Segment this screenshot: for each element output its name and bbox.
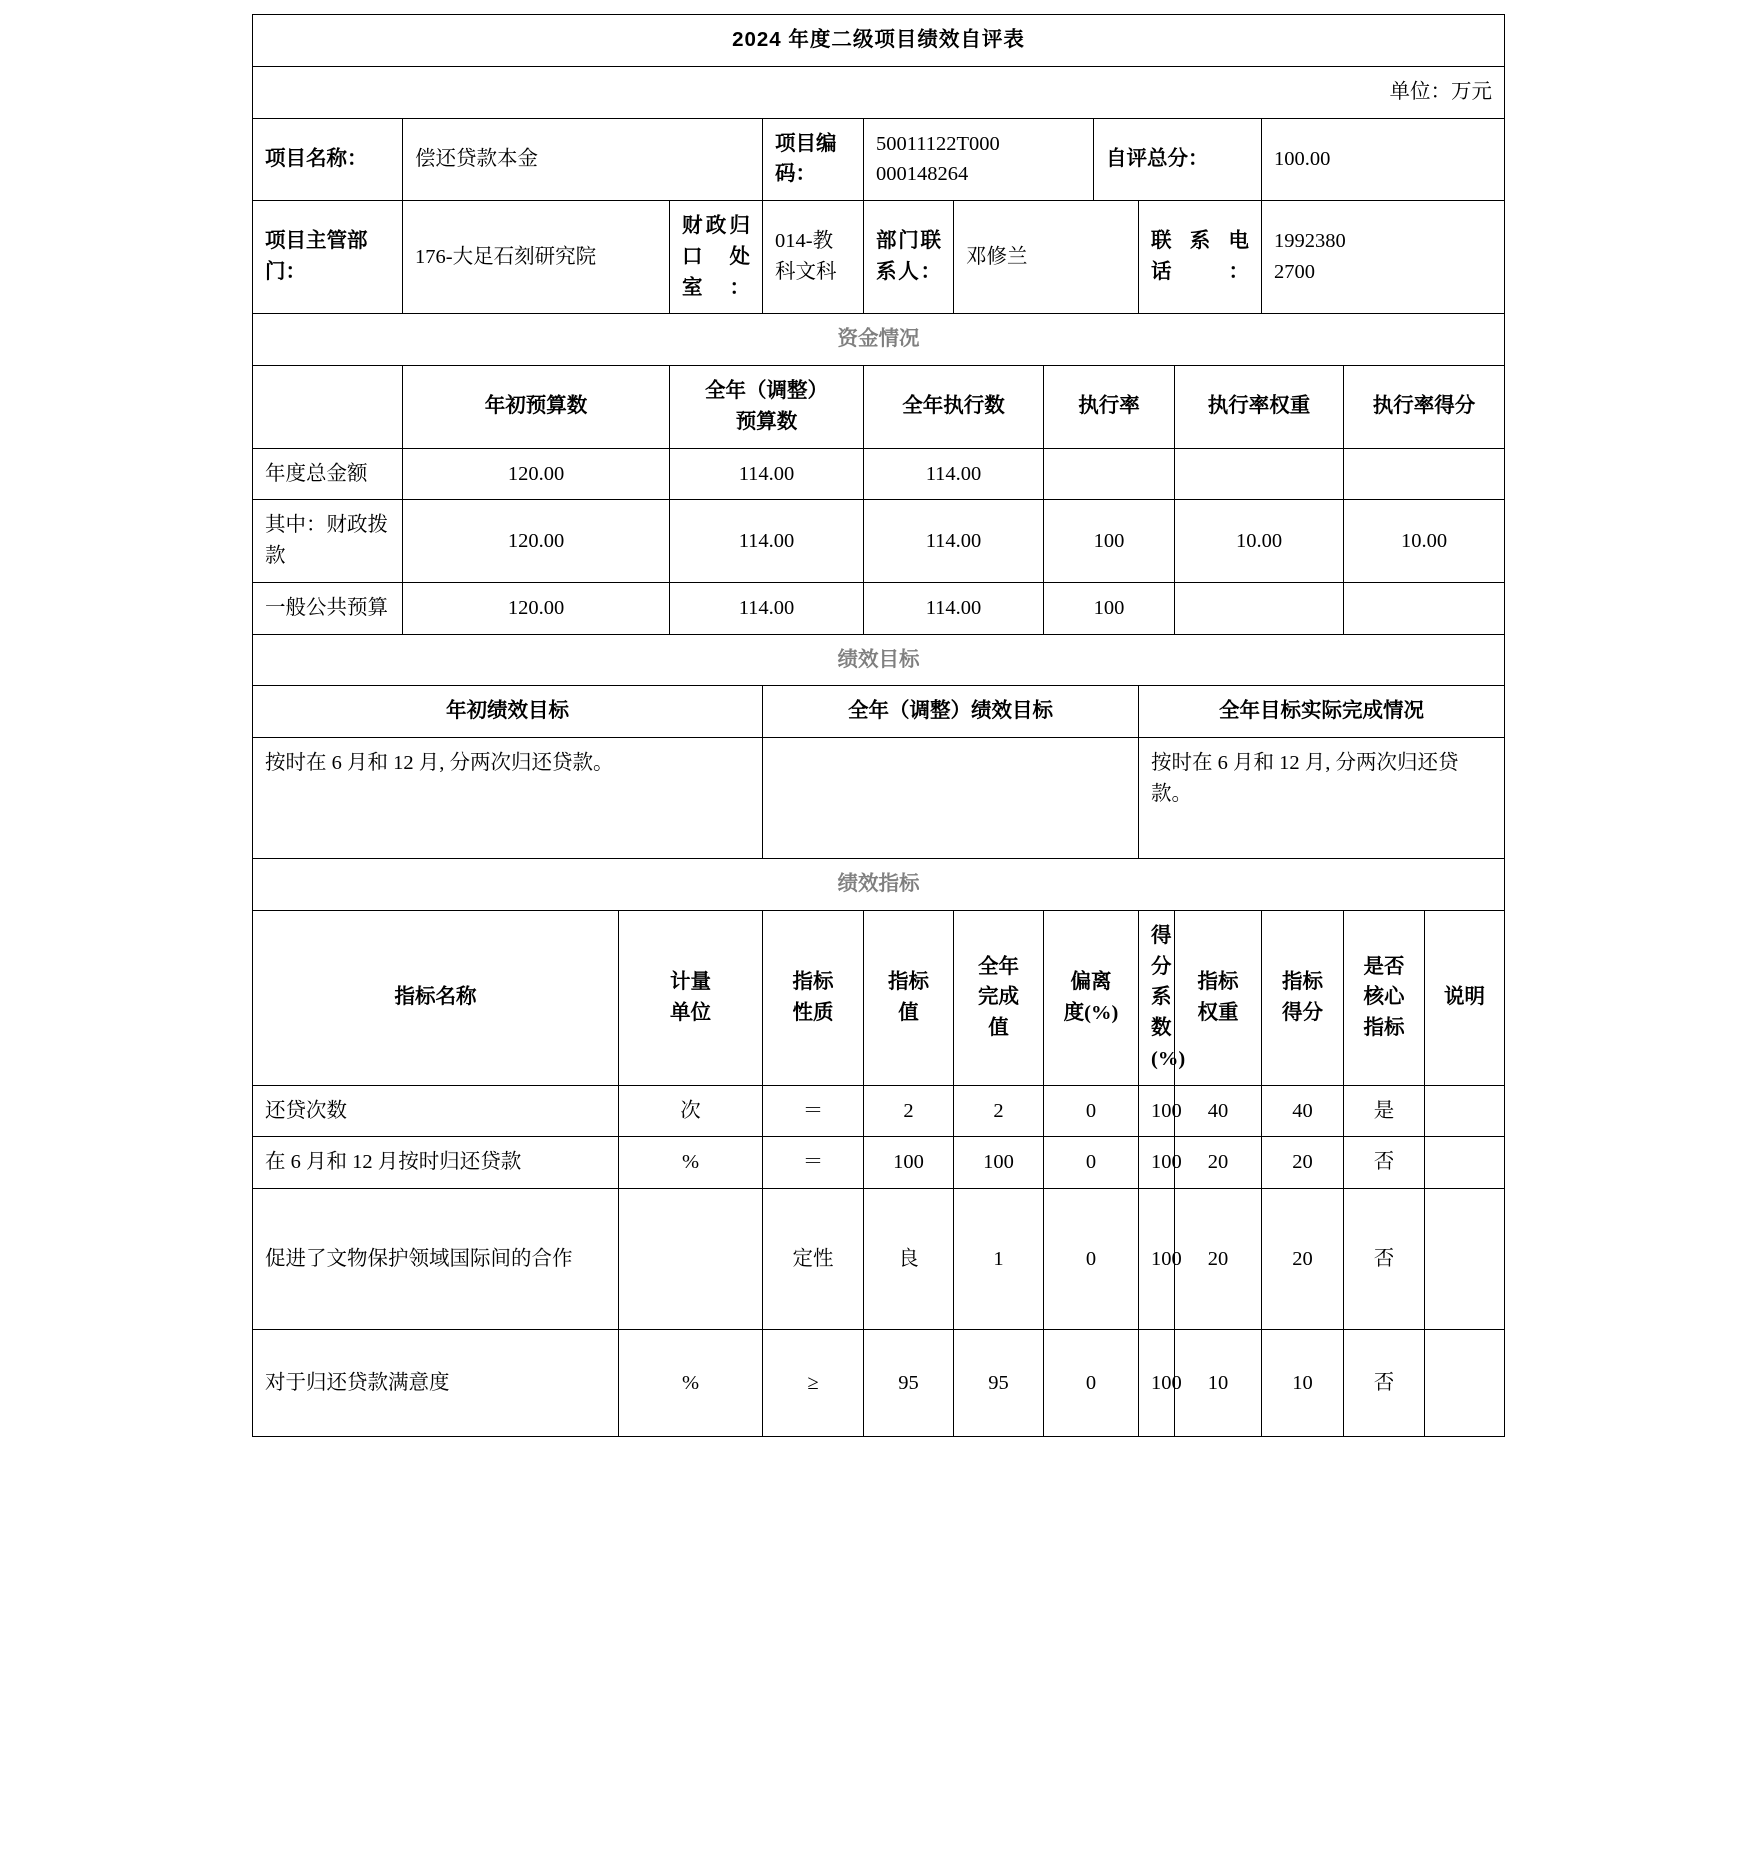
goals-actual-text: 按时在 6 月和 12 月, 分两次归还贷款。: [1139, 738, 1505, 859]
funds-section-row: [253, 314, 1505, 366]
indicators-header-row: [253, 910, 1505, 1085]
indicator-name: 在 6 月和 12 月按时归还贷款: [253, 1137, 619, 1189]
contact-phone-value: [1262, 201, 1505, 314]
goals-header-row: [253, 686, 1505, 738]
indicator-coefficient: 100: [1139, 1085, 1175, 1137]
indicator-header-annual: [954, 910, 1044, 1085]
indicator-header-unit-line-1: 计量: [670, 970, 711, 993]
indicator-nature: ＝: [763, 1085, 864, 1137]
goals-content-row: [253, 738, 1505, 859]
funds-exec-rate: 100: [1044, 582, 1175, 634]
indicator-deviation: 0: [1044, 1137, 1139, 1189]
basic-info-row-2: [253, 201, 1505, 314]
indicator-coefficient: 100: [1139, 1137, 1175, 1189]
indicator-header-coef-line-3: (%): [1151, 1047, 1186, 1070]
indicator-header-deviation: [1044, 910, 1139, 1085]
indicator-score: 20: [1262, 1137, 1344, 1189]
indicators-section-title: 绩效指标: [253, 859, 1505, 911]
indicator-core: 否: [1344, 1330, 1425, 1437]
unit-note: 单位：万元: [253, 66, 1505, 118]
performance-self-evaluation-table: [252, 14, 1505, 1437]
funds-row: [253, 500, 1505, 583]
contact-phone-line-1: 1992380: [1274, 230, 1346, 253]
project-name-label: 项目名称：: [253, 118, 403, 201]
funds-header-adjusted-line-2: 预算数: [735, 410, 798, 433]
indicator-header-deviation-line-1: 偏离: [1070, 970, 1112, 993]
project-code-line-2: 000148264: [876, 163, 969, 186]
goals-adjusted-text: [763, 738, 1139, 859]
finance-office-label: 财政归口处室：: [670, 201, 763, 314]
indicator-header-unit-line-2: 单位: [670, 1001, 711, 1024]
self-score-value: 100.00: [1262, 118, 1505, 201]
indicator-core: 是: [1344, 1085, 1425, 1137]
funds-executed: 114.00: [864, 448, 1044, 500]
finance-office-value: 014-教科文科: [763, 201, 864, 314]
indicator-row: [253, 1189, 1505, 1330]
contact-phone-line-2: 2700: [1274, 261, 1315, 284]
funds-executed: 114.00: [864, 500, 1044, 583]
indicator-header-coefficient: [1139, 910, 1186, 1085]
funds-exec-score: [1344, 582, 1505, 634]
indicator-annual-value: 2: [954, 1085, 1044, 1137]
funds-row: [253, 448, 1505, 500]
indicator-header-remark: 说明: [1425, 910, 1505, 1085]
contact-person-value: 邓修兰: [954, 201, 1139, 314]
indicator-value: 95: [864, 1330, 954, 1437]
goals-section-title: 绩效目标: [253, 634, 1505, 686]
indicators-section-row: [253, 859, 1505, 911]
indicator-coefficient: 100: [1139, 1330, 1175, 1437]
funds-header-row: [253, 366, 1505, 449]
indicator-unit: [619, 1189, 763, 1330]
indicator-core: 否: [1344, 1189, 1425, 1330]
indicator-header-coef-line-1: 得分: [1151, 924, 1172, 978]
indicator-remark: [1425, 1189, 1505, 1330]
indicator-header-weight-line-2: 权重: [1197, 1001, 1239, 1024]
goals-section-row: [253, 634, 1505, 686]
indicator-header-nature-line-1: 指标: [792, 970, 834, 993]
funds-header-exec-score: 执行率得分: [1344, 366, 1505, 449]
indicator-header-core: [1344, 910, 1425, 1085]
funds-exec-weight: [1175, 582, 1344, 634]
funds-header-adjusted-line-1: 全年（调整）: [705, 380, 828, 402]
funds-exec-score: [1344, 448, 1505, 500]
goals-header-actual: 全年目标实际完成情况: [1139, 686, 1505, 738]
funds-section-title: 资金情况: [253, 314, 1505, 366]
indicator-weight: 40: [1175, 1085, 1262, 1137]
funds-exec-weight: [1175, 448, 1344, 500]
funds-row: [253, 582, 1505, 634]
goals-header-initial: 年初绩效目标: [253, 686, 763, 738]
funds-row-label: 其中：财政拨款: [253, 500, 403, 583]
contact-phone-label: 联系电话：: [1139, 201, 1262, 314]
indicator-remark: [1425, 1137, 1505, 1189]
indicator-unit: %: [619, 1137, 763, 1189]
indicator-value: 良: [864, 1189, 954, 1330]
indicator-deviation: 0: [1044, 1330, 1139, 1437]
indicator-header-weight: [1175, 910, 1262, 1085]
unit-row: [253, 66, 1505, 118]
dept-label: 项目主管部门：: [253, 201, 403, 314]
indicator-weight: 20: [1175, 1137, 1262, 1189]
indicator-header-core-line-2: 核心: [1363, 986, 1405, 1009]
funds-header-adjusted-budget: [670, 366, 864, 449]
indicator-weight: 10: [1175, 1330, 1262, 1437]
indicator-header-nature: [763, 910, 864, 1085]
indicator-header-score-line-1: 指标: [1282, 970, 1323, 993]
document-page: [252, 14, 1504, 1437]
indicator-name: 对于归还贷款满意度: [253, 1330, 619, 1437]
self-score-label: 自评总分：: [1094, 118, 1262, 201]
indicator-score: 40: [1262, 1085, 1344, 1137]
project-name-value: 偿还贷款本金: [403, 118, 763, 201]
indicator-nature: 定性: [763, 1189, 864, 1330]
indicator-header-annual-line-2: 完成: [978, 986, 1019, 1009]
indicator-header-value-line-2: 值: [898, 1001, 919, 1024]
indicator-header-weight-line-1: 指标: [1197, 970, 1239, 993]
page-title: 2024 年度二级项目绩效自评表: [253, 15, 1505, 67]
funds-header-executed: 全年执行数: [864, 366, 1044, 449]
funds-adjusted-budget: 114.00: [670, 500, 864, 583]
funds-initial-budget: 120.00: [403, 582, 670, 634]
indicator-header-unit: [619, 910, 763, 1085]
indicator-name: 还贷次数: [253, 1085, 619, 1137]
contact-person-label: 部门联系人：: [864, 201, 954, 314]
indicator-header-value: [864, 910, 954, 1085]
indicator-deviation: 0: [1044, 1189, 1139, 1330]
funds-row-label: 一般公共预算: [253, 582, 403, 634]
basic-info-row-1: [253, 118, 1505, 201]
funds-exec-score: 10.00: [1344, 500, 1505, 583]
indicator-remark: [1425, 1330, 1505, 1437]
funds-exec-rate: 100: [1044, 500, 1175, 583]
project-code-label: 项目编码：: [763, 118, 864, 201]
indicator-header-coef-line-2: 系数: [1151, 986, 1172, 1039]
dept-value: 176-大足石刻研究院: [403, 201, 670, 314]
indicator-unit: %: [619, 1330, 763, 1437]
funds-header-initial-budget: 年初预算数: [403, 366, 670, 449]
indicator-value: 100: [864, 1137, 954, 1189]
indicator-header-core-line-3: 指标: [1363, 1017, 1405, 1039]
indicator-header-deviation-line-2: 度(%): [1063, 1001, 1119, 1024]
indicator-annual-value: 100: [954, 1137, 1044, 1189]
indicator-nature: ≥: [763, 1330, 864, 1437]
funds-initial-budget: 120.00: [403, 448, 670, 500]
indicator-nature: ＝: [763, 1137, 864, 1189]
indicator-remark: [1425, 1085, 1505, 1137]
indicator-header-annual-line-3: 值: [988, 1017, 1009, 1039]
indicator-row: [253, 1330, 1505, 1437]
indicator-annual-value: 1: [954, 1189, 1044, 1330]
indicator-header-score: [1262, 910, 1344, 1085]
funds-header-exec-rate: 执行率: [1044, 366, 1175, 449]
indicator-name: 促进了文物保护领域国际间的合作: [253, 1189, 619, 1330]
indicator-header-core-line-1: 是否: [1363, 955, 1405, 978]
funds-adjusted-budget: 114.00: [670, 582, 864, 634]
goals-initial-text: 按时在 6 月和 12 月, 分两次归还贷款。: [253, 738, 763, 859]
indicator-deviation: 0: [1044, 1085, 1139, 1137]
indicator-header-name: 指标名称: [253, 910, 619, 1085]
project-code-line-1: 50011122T000: [876, 132, 1000, 155]
indicator-value: 2: [864, 1085, 954, 1137]
funds-header-blank: [253, 366, 403, 449]
funds-exec-rate: [1044, 448, 1175, 500]
funds-row-label: 年度总金额: [253, 448, 403, 500]
indicator-row: [253, 1137, 1505, 1189]
funds-header-exec-weight: 执行率权重: [1175, 366, 1344, 449]
project-code-value: [864, 118, 1094, 201]
indicator-score: 10: [1262, 1330, 1344, 1437]
indicator-unit: 次: [619, 1085, 763, 1137]
indicator-core: 否: [1344, 1137, 1425, 1189]
funds-executed: 114.00: [864, 582, 1044, 634]
indicator-score: 20: [1262, 1189, 1344, 1330]
indicator-header-annual-line-1: 全年: [978, 955, 1019, 978]
funds-adjusted-budget: 114.00: [670, 448, 864, 500]
indicator-header-nature-line-2: 性质: [792, 1001, 834, 1024]
funds-exec-weight: 10.00: [1175, 500, 1344, 583]
indicator-weight: 20: [1175, 1189, 1262, 1330]
indicator-coefficient: 100: [1139, 1189, 1175, 1330]
indicator-header-value-line-1: 指标: [888, 970, 929, 993]
indicator-header-score-line-2: 得分: [1282, 1001, 1323, 1024]
indicator-row: [253, 1085, 1505, 1137]
indicator-annual-value: 95: [954, 1330, 1044, 1437]
goals-header-adjusted: 全年（调整）绩效目标: [763, 686, 1139, 738]
title-row: [253, 15, 1505, 67]
funds-initial-budget: 120.00: [403, 500, 670, 583]
